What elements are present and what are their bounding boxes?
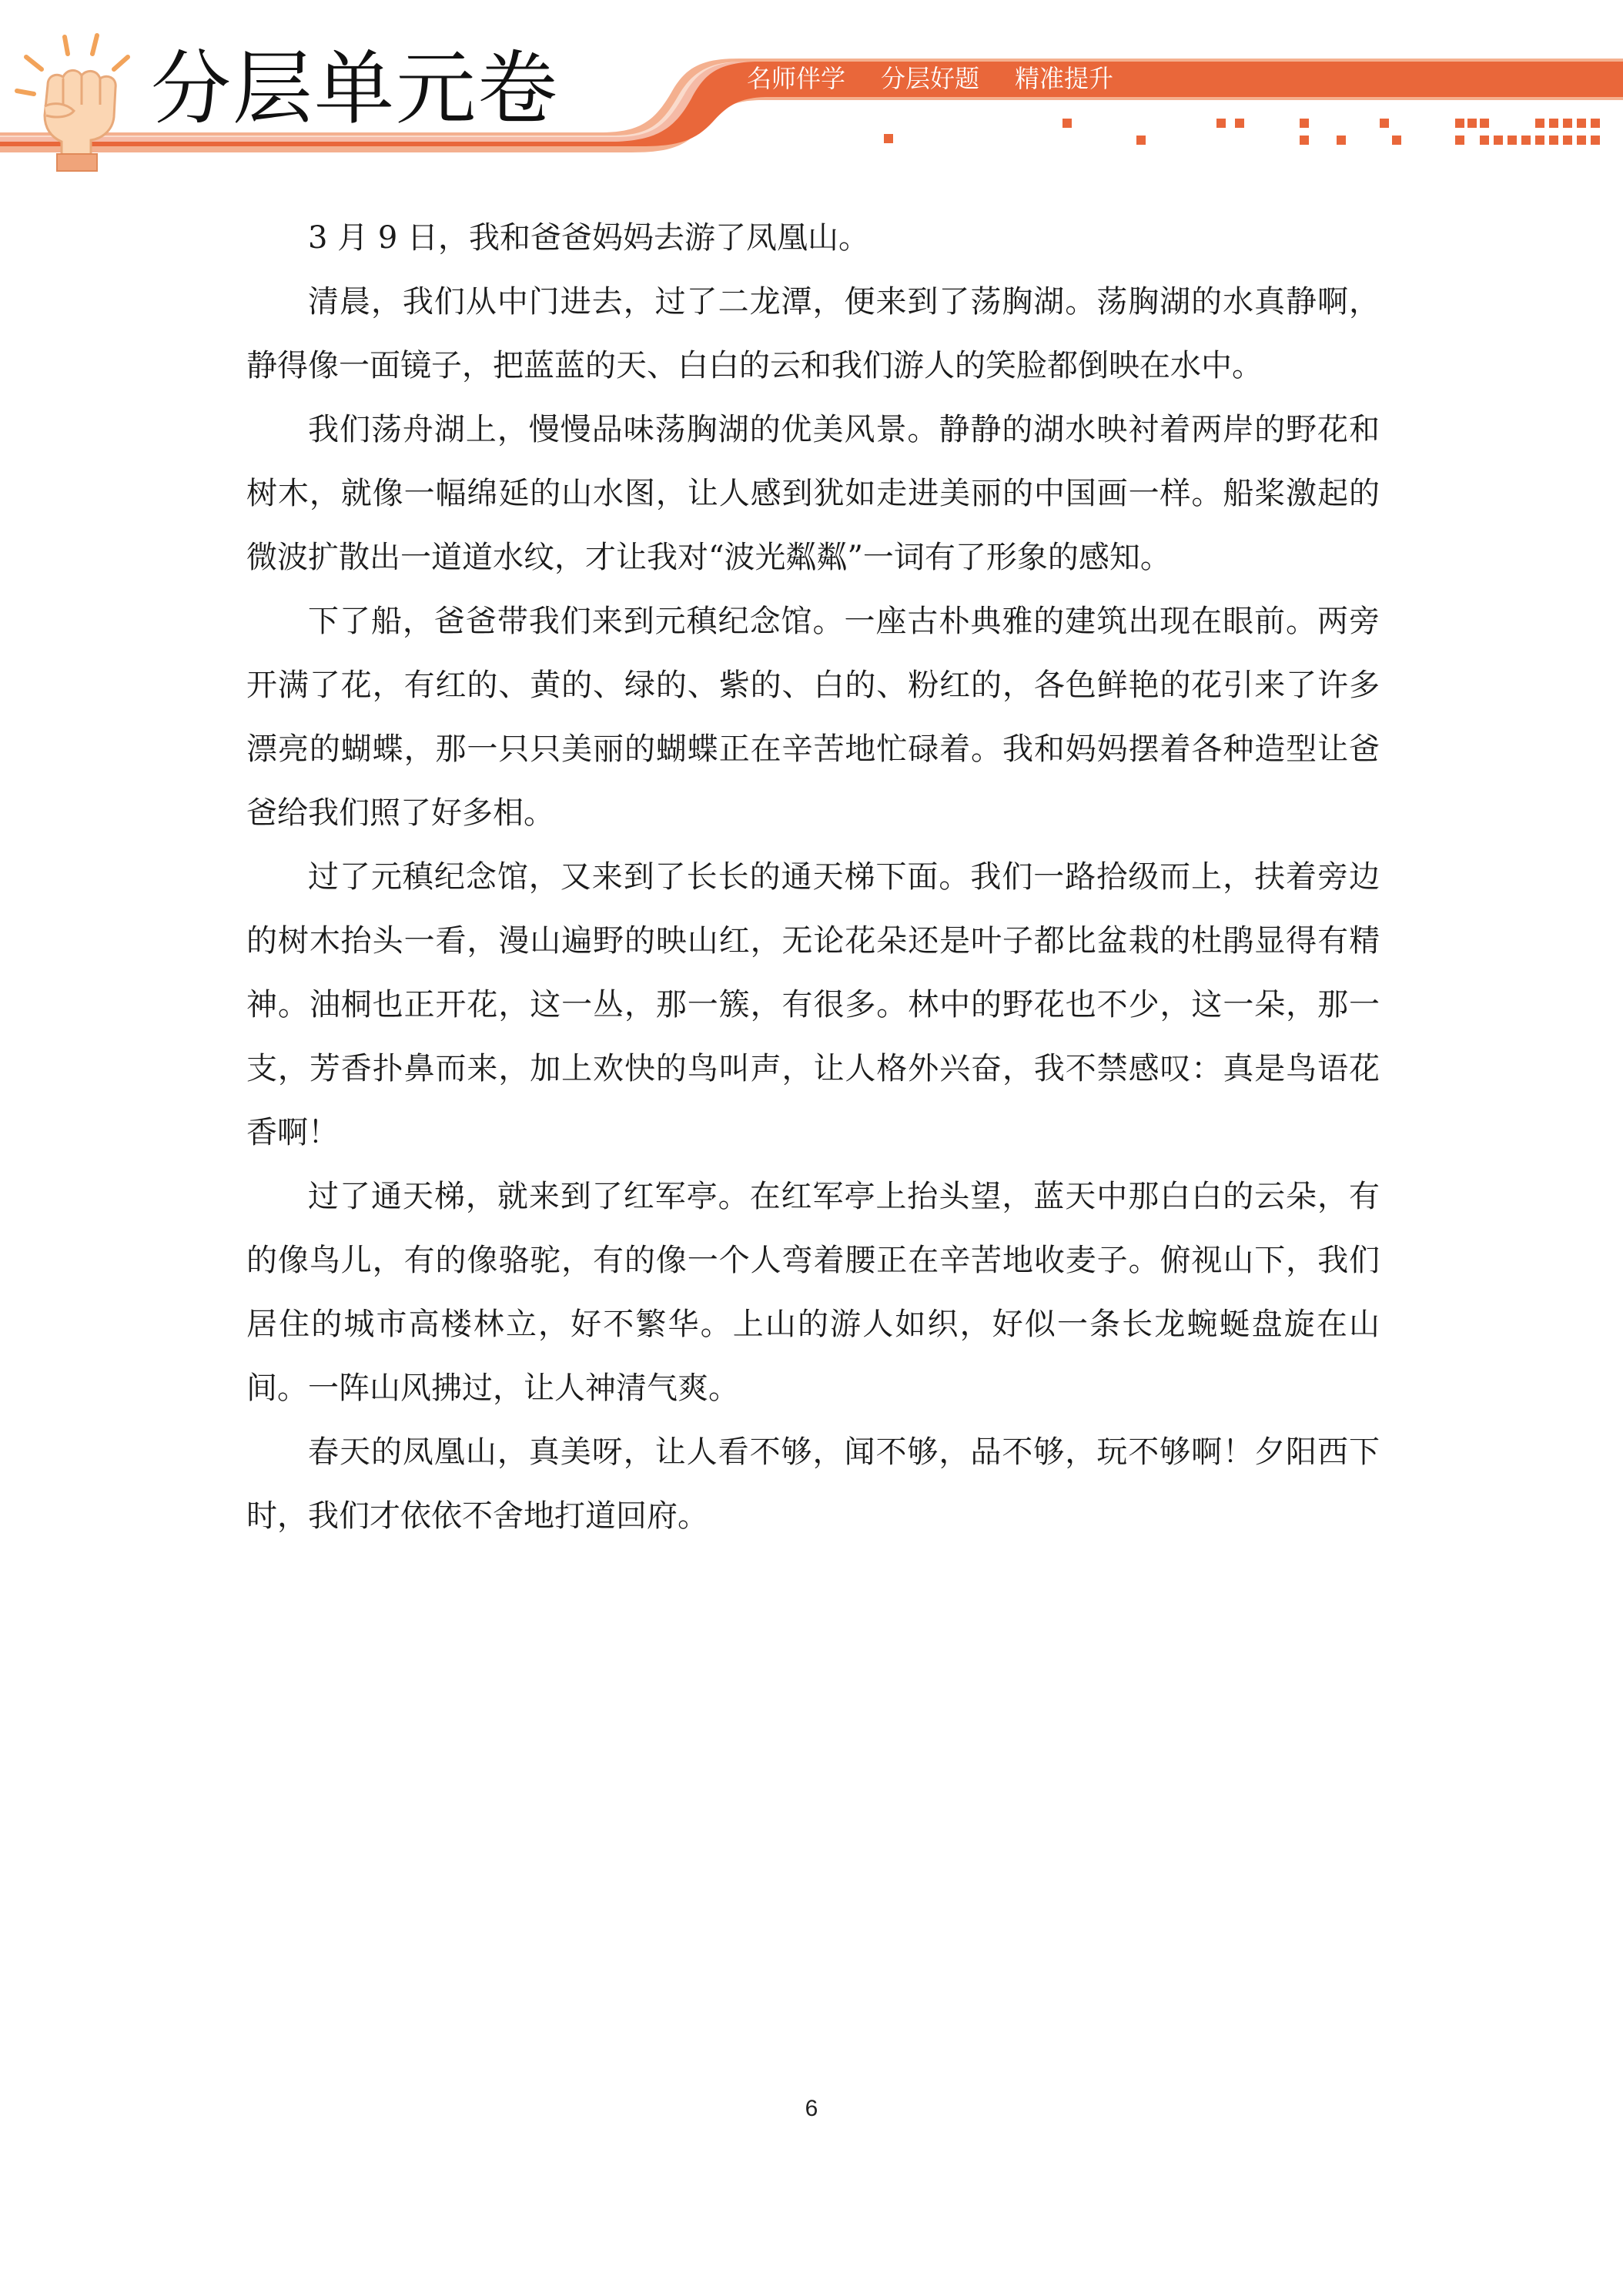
slogan-item: 精准提升 [1015, 64, 1114, 93]
paragraph: 过了通天梯，就来到了红军亭。在红军亭上抬头望，蓝天中那白白的云朵，有的像鸟儿，有的像骆驼，有的像一个人弯着腰正在辛苦地收麦子。俯视山下，我们居住的城市高楼林立，好不繁华。上山的游人如织，好似一条长龙蜿蜒盘旋在山间。一阵山风拂过，让人神清气爽。 [246, 1179, 1380, 1406]
slogan-item: 名师伴学 [747, 64, 846, 93]
paragraph: 我们荡舟湖上，慢慢品味荡胸湖的优美风景。静静的湖水映衬着两岸的野花和树木，就像一幅绵延的山水图，让人感到犹如走进美丽的中国画一样。船桨激起的微波扩散出一道道水纹，才让我对“波光粼粼”一词有了形象的感知。 [246, 412, 1380, 575]
page-header [0, 0, 1623, 177]
paragraph: 下了船，爸爸带我们来到元稹纪念馆。一座古朴典雅的建筑出现在眼前。两旁开满了花，有红的、黄的、绿的、紫的、白的、粉红的，各色鲜艳的花引来了许多漂亮的蝴蝶，那一只只美丽的蝴蝶正在辛苦地忙碌着。我和妈妈摆着各种造型让爸爸给我们照了好多相。 [246, 604, 1380, 831]
page-number: 6 [805, 2096, 818, 2121]
paragraph: 3 月 9 日，我和爸爸妈妈去游了凤凰山。 [308, 220, 870, 256]
slogan-item: 分层好题 [881, 64, 980, 93]
essay-body [246, 206, 1380, 1548]
header-pixel-decoration [0, 0, 1623, 177]
paragraph: 过了元稹纪念馆，又来到了长长的通天梯下面。我们一路拾级而上，扶着旁边的树木抬头一看，漫山遍野的映山红，无论花朵还是叶子都比盆栽的杜鹃显得有精神。油桐也正开花，这一丛，那一簇，有很多。林中的野花也不少，这一朵，那一支，芳香扑鼻而来，加上欢快的鸟叫声，让人格外兴奋，我不禁感叹：真是鸟语花香啊！ [246, 859, 1380, 1150]
paragraph: 春天的凤凰山，真美呀，让人看不够，闻不够，品不够，玩不够啊！夕阳西下时，我们才依依不舍地打道回府。 [246, 1434, 1380, 1534]
paragraph: 清晨，我们从中门进去，过了二龙潭，便来到了荡胸湖。荡胸湖的水真静啊，静得像一面镜子，把蓝蓝的天、白白的云和我们游人的笑脸都倒映在水中。 [246, 284, 1380, 383]
header-title: 分层单元卷 [151, 42, 560, 136]
